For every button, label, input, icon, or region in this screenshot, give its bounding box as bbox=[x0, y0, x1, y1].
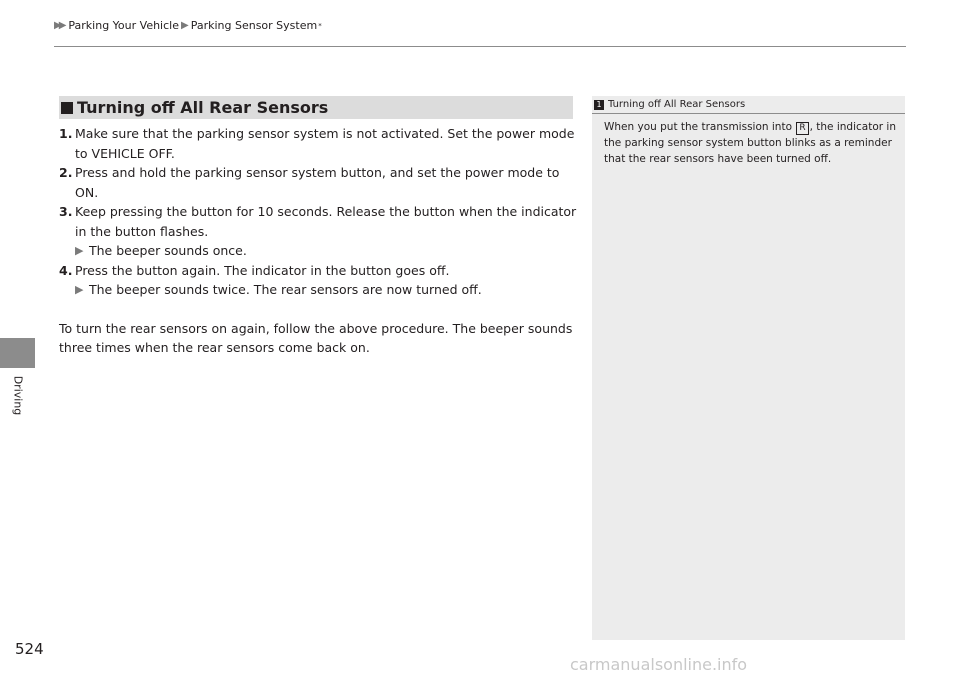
square-bullet-icon bbox=[61, 102, 73, 114]
breadcrumb-arrow-icon: ▶ bbox=[181, 20, 186, 31]
result-arrow-icon: ▶ bbox=[75, 244, 84, 257]
page-number: 524 bbox=[15, 640, 44, 658]
section-heading bbox=[59, 96, 573, 119]
chapter-tab bbox=[0, 338, 35, 368]
step-result: ▶ The beeper sounds twice. The rear sensors are now turned off. bbox=[75, 280, 579, 300]
result-arrow-icon: ▶ bbox=[75, 283, 84, 296]
step-text: Make sure that the parking sensor system is not activated. Set the power mode to VEHICLE OFF. bbox=[75, 126, 575, 161]
step-item: 4. Press the button again. The indicator in the button goes off. ▶ The beeper sounds twice. The rear sensors are now turned off. bbox=[59, 261, 579, 300]
breadcrumb-level1[interactable]: Parking Your Vehicle bbox=[68, 19, 179, 32]
section-title: Turning off All Rear Sensors bbox=[77, 98, 329, 117]
breadcrumb-level2[interactable]: Parking Sensor System bbox=[190, 19, 318, 32]
header-divider bbox=[54, 46, 906, 47]
breadcrumb-arrow-icon: ▶▶ bbox=[54, 20, 64, 31]
step-result: ▶ The beeper sounds once. bbox=[75, 241, 579, 261]
notes-sidebar bbox=[592, 96, 905, 640]
sidebar-title: Turning off All Rear Sensors bbox=[608, 99, 746, 110]
breadcrumb bbox=[54, 19, 322, 32]
step-text: Press the button again. The indicator in the button goes off. bbox=[75, 262, 450, 278]
step-text: Keep pressing the button for 10 seconds. Release the button when the indicator in the button flashes. bbox=[75, 204, 577, 239]
step-item: 3. Keep pressing the button for 10 seconds. Release the button when the indicator in the button flashes. ▶ The beeper sounds once. bbox=[59, 202, 579, 261]
sidebar-text: When you put the transmission into R , the indicator in the parking sensor system button blinks as a reminder that the rear sensors have been turned off. bbox=[604, 121, 896, 165]
step-text: Press and hold the parking sensor system button, and set the power mode to ON. bbox=[75, 165, 560, 200]
gear-r-icon: R bbox=[796, 122, 808, 135]
watermark: carmanualsonline.info bbox=[570, 655, 748, 674]
sidebar-heading bbox=[592, 96, 905, 114]
main-content bbox=[59, 124, 579, 358]
chapter-label: Driving bbox=[11, 375, 25, 415]
step-item: 2. Press and hold the parking sensor system button, and set the power mode to ON. bbox=[59, 163, 579, 202]
closing-paragraph: To turn the rear sensors on again, follow the above procedure. The beeper sounds three times when the rear sensors come back on. bbox=[59, 320, 573, 355]
note-reference-icon: 1 bbox=[594, 100, 604, 110]
step-item: 1. Make sure that the parking sensor system is not activated. Set the power mode to VEHICLE OFF. bbox=[59, 124, 579, 163]
breadcrumb-marker: * bbox=[318, 21, 322, 30]
